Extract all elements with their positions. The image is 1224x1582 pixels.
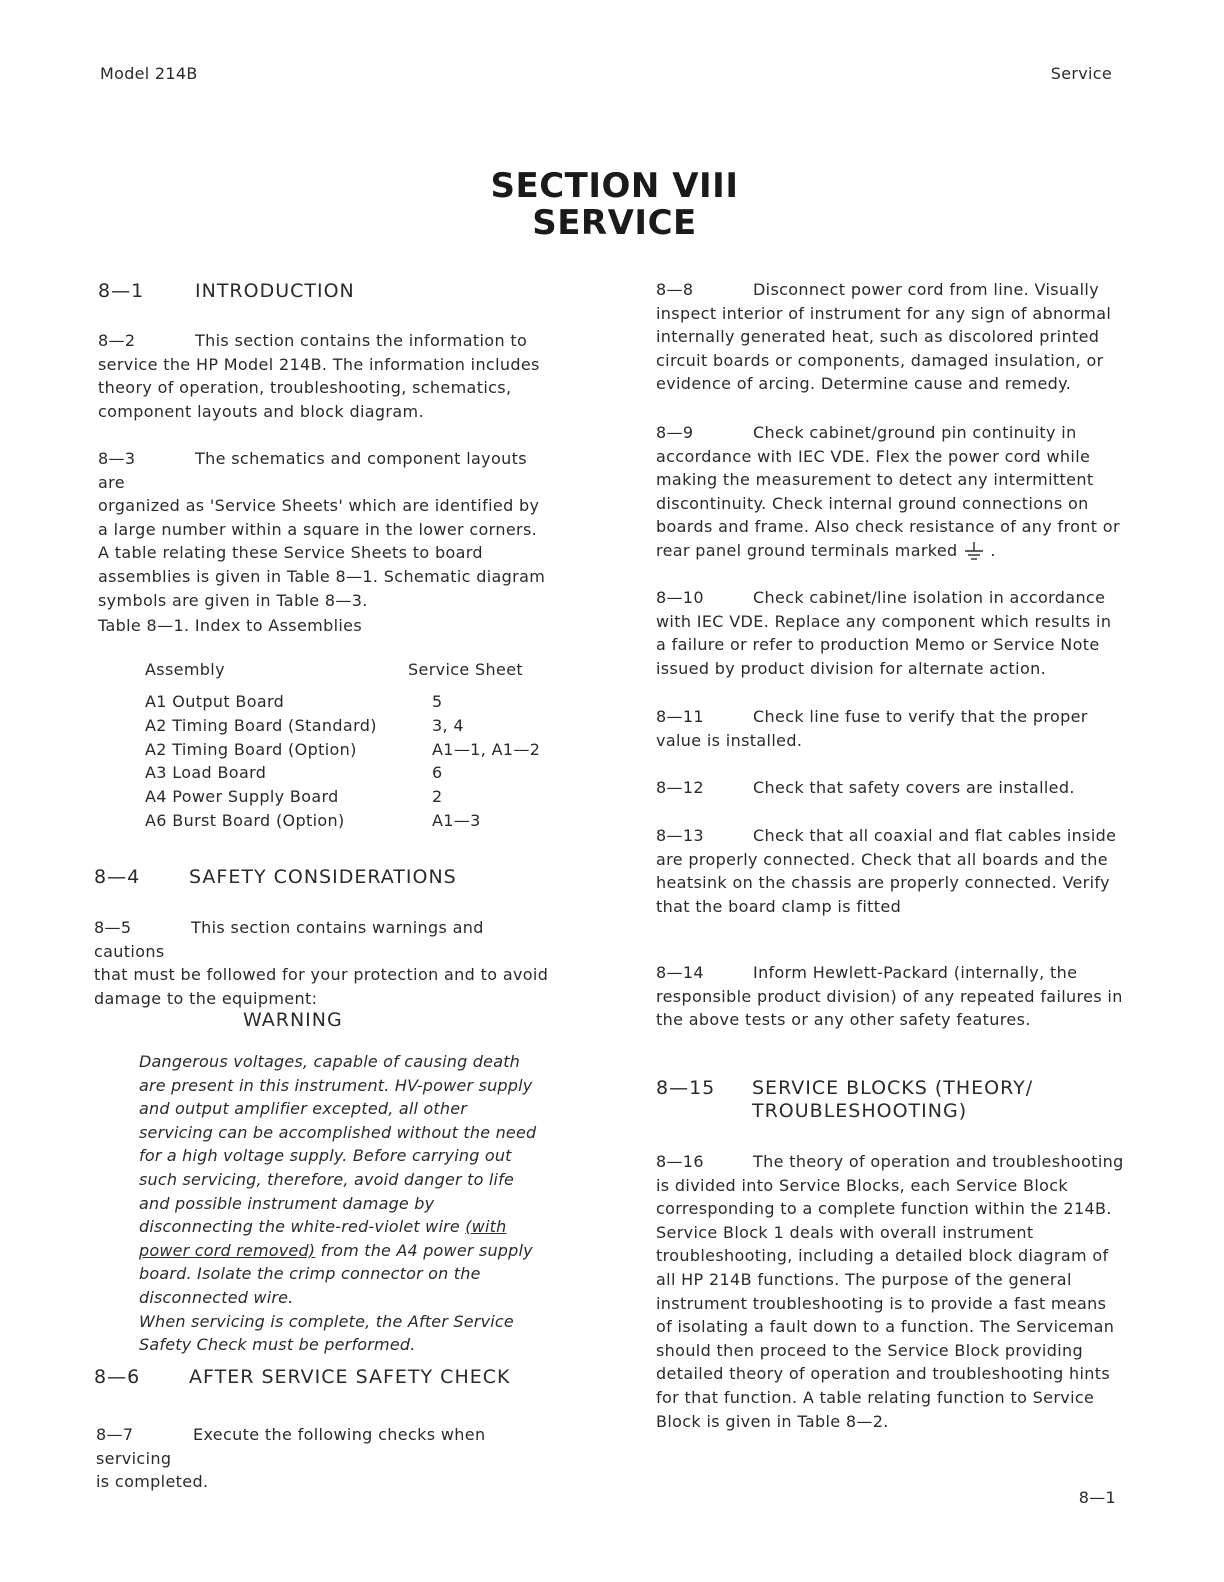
warning-title: WARNING bbox=[243, 1009, 343, 1031]
paragraph-first-line: Inform Hewlett-Packard (internally, the bbox=[753, 963, 1078, 982]
ground-symbol-icon bbox=[963, 542, 985, 560]
paragraph-number: 8—13 bbox=[656, 826, 704, 845]
paragraph-body: are properly connected. Check that all boards and the heatsink on the chassis are properly connected. Verify that the board clamp is fitted bbox=[656, 849, 1110, 916]
paragraph-body: inspect interior of instrument for any sign of abnormal internally generated heat, such as discolored printed circuit boards or components, damaged insulation, or evidence of arcing. Determine cause and remedy. bbox=[656, 303, 1112, 394]
table-cell-sheet: A1—1, A1—2 bbox=[432, 739, 541, 759]
warning-text bbox=[139, 1050, 544, 1357]
table-row bbox=[145, 692, 540, 716]
paragraph-number: 8—9 bbox=[656, 423, 694, 442]
paragraph-number: 8—3 bbox=[98, 449, 136, 468]
table-cell-sheet: 6 bbox=[432, 763, 443, 783]
paragraph-8-14 bbox=[656, 961, 1126, 1032]
paragraph-first-line: Check line fuse to verify that the proper bbox=[753, 707, 1088, 726]
heading-service-blocks bbox=[656, 1077, 1033, 1123]
section-title bbox=[0, 168, 1224, 242]
heading-after-service-safety-check bbox=[94, 1366, 510, 1389]
paragraph-first-line: This section contains the information to bbox=[195, 331, 528, 350]
paragraph-number: 8—8 bbox=[656, 280, 694, 299]
heading-safety-considerations bbox=[94, 866, 457, 889]
table-row bbox=[145, 716, 540, 740]
paragraph-8-7 bbox=[96, 1423, 551, 1494]
paragraph-number: 8—14 bbox=[656, 963, 704, 982]
table-row bbox=[145, 811, 540, 835]
table-header-service-sheet: Service Sheet bbox=[408, 660, 524, 679]
paragraph-body: that must be followed for your protection and to avoid damage to the equipment: bbox=[94, 965, 549, 1008]
paragraph-number: 8—2 bbox=[98, 331, 136, 350]
table-cell-sheet: 5 bbox=[432, 692, 443, 711]
table-cell-sheet: A1—3 bbox=[432, 810, 481, 830]
section-title-name: SERVICE bbox=[532, 203, 697, 243]
paragraph-body: is divided into Service Blocks, each Service Block corresponding to a complete function within the 214B. Service Block 1 deals with overall instrument troubleshooting, including a detailed block diagram of all HP 214B functions. The purpose of the general instrument troubleshooting is to provide a fast means of isolating a fault down to a function. The Serviceman should then proceed to the Service Block providing detailed theory of operation and troubleshooting hints for that function. A table relating function to Service Block is given in Table 8—2. bbox=[656, 1175, 1115, 1431]
paragraph-first-line: Check that all coaxial and flat cables inside bbox=[753, 826, 1117, 845]
paragraph-first-line: Execute the following checks when servicing bbox=[96, 1425, 486, 1468]
table-cell-assembly: A3 Load Board bbox=[145, 763, 267, 783]
table-cell-assembly: A1 Output Board bbox=[145, 692, 285, 711]
table-cell-assembly: A4 Power Supply Board bbox=[145, 787, 339, 807]
heading-text-line1: SERVICE BLOCKS (THEORY/ bbox=[752, 1077, 1034, 1099]
table-row bbox=[145, 740, 540, 764]
paragraph-body: with IEC VDE. Replace any component which results in a failure or refer to production Memo or Service Note issued by product division for alternate action. bbox=[656, 611, 1112, 678]
table-caption: Table 8—1. Index to Assemblies bbox=[98, 616, 363, 635]
paragraph-body: responsible product division) of any repeated failures in the above tests or any other safety features. bbox=[656, 986, 1123, 1030]
paragraph-body: is completed. bbox=[96, 1472, 209, 1492]
warning-body-continued: from the A4 power supply board. Isolate the crimp connector on the disconnected wire. bbox=[139, 1240, 533, 1307]
paragraph-8-10 bbox=[656, 586, 1126, 680]
paragraph-8-16 bbox=[656, 1150, 1126, 1433]
paragraph-number: 8—10 bbox=[656, 588, 704, 607]
table-cell-sheet: 2 bbox=[432, 787, 443, 807]
paragraph-8-13 bbox=[656, 824, 1126, 918]
page-number: 8—1 bbox=[1078, 1488, 1116, 1507]
heading-number: 8—6 bbox=[94, 1366, 141, 1388]
paragraph-body: organized as 'Service Sheets' which are identified by a large number within a square in the lower corners. A table relating these Service Sheets to board assemblies is given in Table 8—1. Schematic diagram symbols are given in Table 8—3. bbox=[98, 496, 546, 610]
paragraph-first-line: Disconnect power cord from line. Visually bbox=[753, 280, 1100, 299]
heading-text: INTRODUCTION bbox=[195, 280, 355, 302]
paragraph-number: 8—5 bbox=[94, 918, 132, 937]
paragraph-body: accordance with IEC VDE. Flex the power cord while making the measurement to detect any intermittent discontinuity. Check internal ground connections on boards and frame. Also check resistance of any front or rear panel ground terminals marked bbox=[656, 446, 1120, 560]
table-cell-sheet: 3, 4 bbox=[432, 715, 464, 735]
table-cell-assembly: A2 Timing Board (Standard) bbox=[145, 715, 377, 735]
heading-introduction bbox=[98, 280, 355, 303]
paragraph-body: value is installed. bbox=[656, 730, 803, 750]
running-header-model: Model 214B bbox=[100, 64, 198, 83]
paragraph-number: 8—16 bbox=[656, 1152, 704, 1171]
heading-text-line2: TROUBLESHOOTING) bbox=[752, 1100, 968, 1122]
paragraph-8-5 bbox=[94, 916, 549, 1010]
paragraph-first-line: This section contains warnings and cautions bbox=[94, 918, 484, 961]
section-title-number: SECTION VIII bbox=[490, 166, 739, 206]
paragraph-8-2 bbox=[98, 329, 548, 423]
heading-number: 8—1 bbox=[98, 280, 145, 302]
warning-body: Dangerous voltages, capable of causing death are present in this instrument. HV-power supply and output amplifier excepted, all other servicing can be accomplished without the need for a high voltage supply. Before carrying out such servicing, therefore, avoid danger to life and possible instrument damage by disconnecting the white-red-violet wire bbox=[139, 1052, 537, 1237]
paragraph-8-3 bbox=[98, 447, 548, 612]
running-header-section: Service bbox=[1050, 64, 1112, 83]
heading-number: 8—4 bbox=[94, 866, 141, 888]
paragraph-first-line: The schematics and component layouts are bbox=[98, 449, 527, 492]
paragraph-end: . bbox=[990, 540, 996, 560]
warning-after-check: When servicing is complete, the After Service Safety Check must be performed. bbox=[139, 1311, 514, 1355]
paragraph-first-line: The theory of operation and troubleshooting bbox=[753, 1152, 1124, 1171]
assembly-index-table bbox=[145, 660, 540, 835]
heading-text: AFTER SERVICE SAFETY CHECK bbox=[189, 1366, 511, 1388]
table-header-assembly: Assembly bbox=[145, 660, 225, 679]
table-row bbox=[145, 787, 540, 811]
paragraph-8-12 bbox=[656, 776, 1126, 800]
paragraph-body: service the HP Model 214B. The information includes theory of operation, troubleshooting, schematics, component layouts and block diagram. bbox=[98, 354, 540, 421]
paragraph-number: 8—7 bbox=[96, 1425, 134, 1444]
paragraph-8-9 bbox=[656, 421, 1126, 563]
paragraph-first-line: Check cabinet/line isolation in accordance bbox=[753, 588, 1106, 607]
paragraph-number: 8—11 bbox=[656, 707, 704, 726]
paragraph-number: 8—12 bbox=[656, 778, 704, 797]
paragraph-first-line: Check that safety covers are installed. bbox=[753, 778, 1075, 797]
table-cell-assembly: A2 Timing Board (Option) bbox=[145, 739, 357, 759]
table-row bbox=[145, 763, 540, 787]
warning-underlined: (with power cord removed) bbox=[139, 1217, 507, 1260]
paragraph-8-8 bbox=[656, 278, 1131, 396]
paragraph-8-11 bbox=[656, 705, 1126, 752]
heading-number: 8—15 bbox=[656, 1077, 716, 1099]
heading-text: SAFETY CONSIDERATIONS bbox=[189, 866, 457, 888]
table-cell-assembly: A6 Burst Board (Option) bbox=[145, 810, 345, 830]
paragraph-first-line: Check cabinet/ground pin continuity in bbox=[753, 423, 1077, 442]
